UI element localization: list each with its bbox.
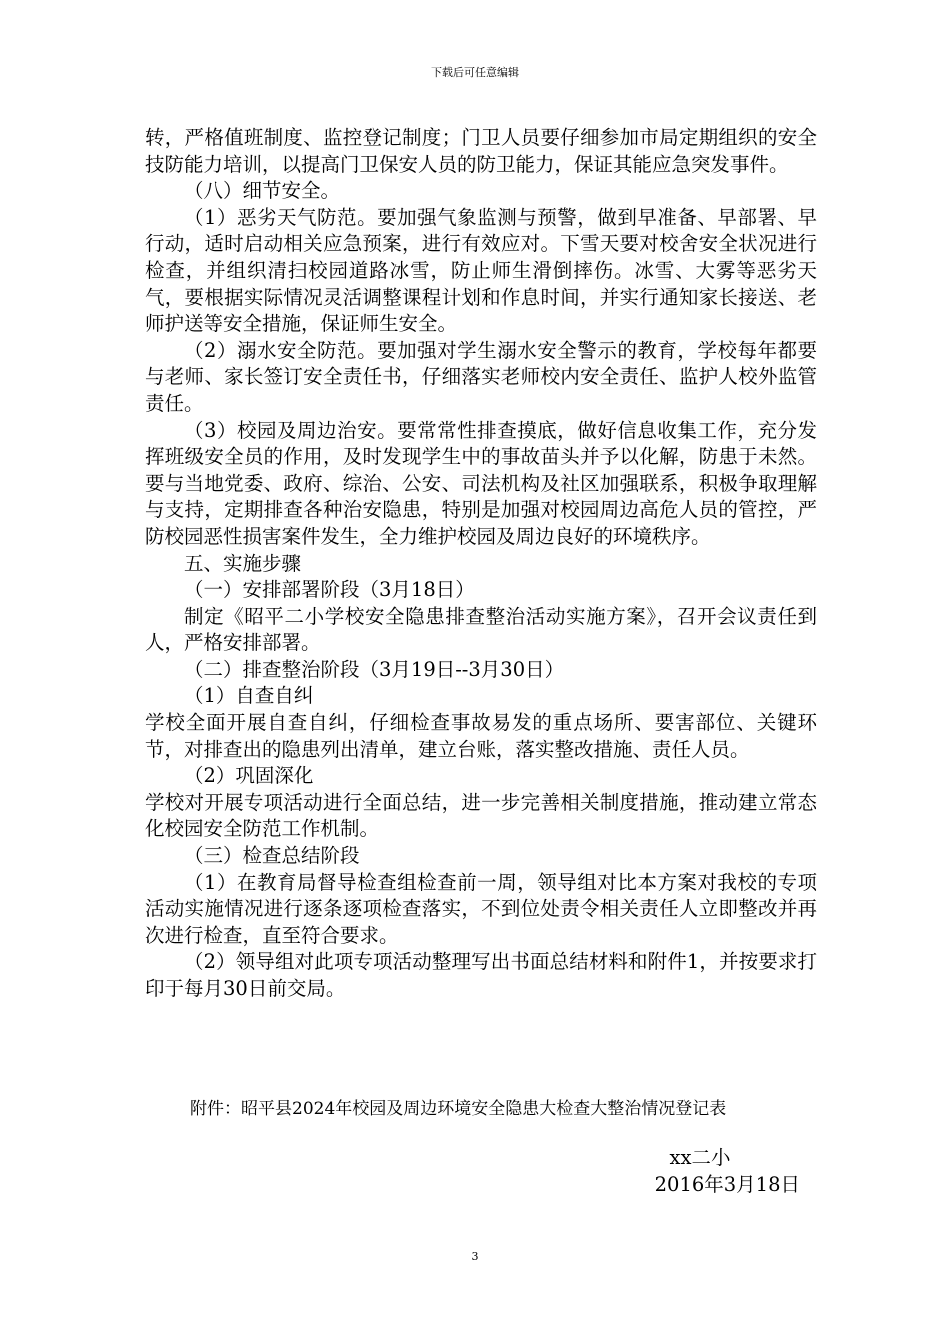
item-heading: （1）自查自纠 bbox=[184, 684, 314, 708]
paragraph: （1）恶劣天气防范。要加强气象监测与预警，做到早准备、早部署、早行动，适时启动相关应急预案，进行有效应对。下雪天要对校舍安全状况进行检查，并组织清扫校园道路冰雪，防止师生滑倒摔伤。冰雪、大雾等恶劣天气，要根据实际情况灵活调整课程计划和作息时间，并实行通知家长接送、老师护送等安全措施，保证师生安全。 bbox=[145, 205, 817, 336]
paragraph: （1）在教育局督导检查组检查前一周，领导组对比本方案对我校的专项活动实施情况进行逐条逐项检查落实，不到位处责令相关责任人立即整改并再次进行检查，直至符合要求。 bbox=[145, 870, 817, 947]
paragraph: （3）校园及周边治安。要常常性排查摸底，做好信息收集工作，充分发挥班级安全员的作用，及时发现学生中的事故苗头并予以化解，防患于未然。要与当地党委、政府、综治、公安、司法机构及社区加强联系，积极争取理解与支持，定期排查各种治安隐患，特别是加强对校园周边高危人员的管控，严防校园恶性损害案件发生，全力维护校园及周边良好的环境秩序。 bbox=[145, 418, 817, 548]
subsection-heading: （二）排查整治阶段（3月19日--3月30日） bbox=[184, 657, 565, 681]
item-heading: （2）巩固深化 bbox=[184, 764, 314, 788]
document-body bbox=[145, 125, 817, 1003]
paragraph: 学校全面开展自查自纠，仔细检查事故易发的重点场所、要害部位、关键环节，对排查出的隐患列出清单，建立台账，落实整改措施、责任人员。 bbox=[145, 711, 817, 761]
paragraph: 学校对开展专项活动进行全面总结，进一步完善相关制度措施，推动建立常态化校园安全防范工作机制。 bbox=[145, 790, 817, 841]
section-heading: （八）细节安全。 bbox=[184, 179, 341, 203]
paragraph: 制定《昭平二小学校安全隐患排查整治活动实施方案》，召开会议责任到人，严格安排部署。 bbox=[145, 604, 817, 655]
page-header-note: 下载后可任意编辑 bbox=[431, 66, 519, 79]
attachment-note: 附件：昭平县2024年校园及周边环境安全隐患大检查大整治情况登记表 bbox=[190, 1099, 727, 1119]
signature-block bbox=[600, 1145, 800, 1198]
signature-date: 2016年3月18日 bbox=[654, 1172, 800, 1196]
paragraph: 转，严格值班制度、监控登记制度；门卫人员要仔细参加市局定期组织的安全技防能力培训，以提高门卫保安人员的防卫能力，保证其能应急突发事件。 bbox=[145, 126, 817, 176]
subsection-heading: （一）安排部署阶段（3月18日） bbox=[184, 578, 475, 602]
subsection-heading: （三）检查总结阶段 bbox=[184, 844, 360, 868]
paragraph: （2）领导组对此项专项活动整理写出书面总结材料和附件1，并按要求打印于每月30日前交局。 bbox=[145, 950, 817, 1000]
page-number: 3 bbox=[471, 1250, 479, 1263]
signature-org: xx二小 bbox=[669, 1146, 731, 1169]
paragraph: （2）溺水安全防范。要加强对学生溺水安全警示的教育，学校每年都要与老师、家长签订安全责任书，仔细落实老师校内安全责任、监护人校外监管责任。 bbox=[145, 338, 817, 415]
section-heading: 五、实施步骤 bbox=[184, 551, 302, 575]
